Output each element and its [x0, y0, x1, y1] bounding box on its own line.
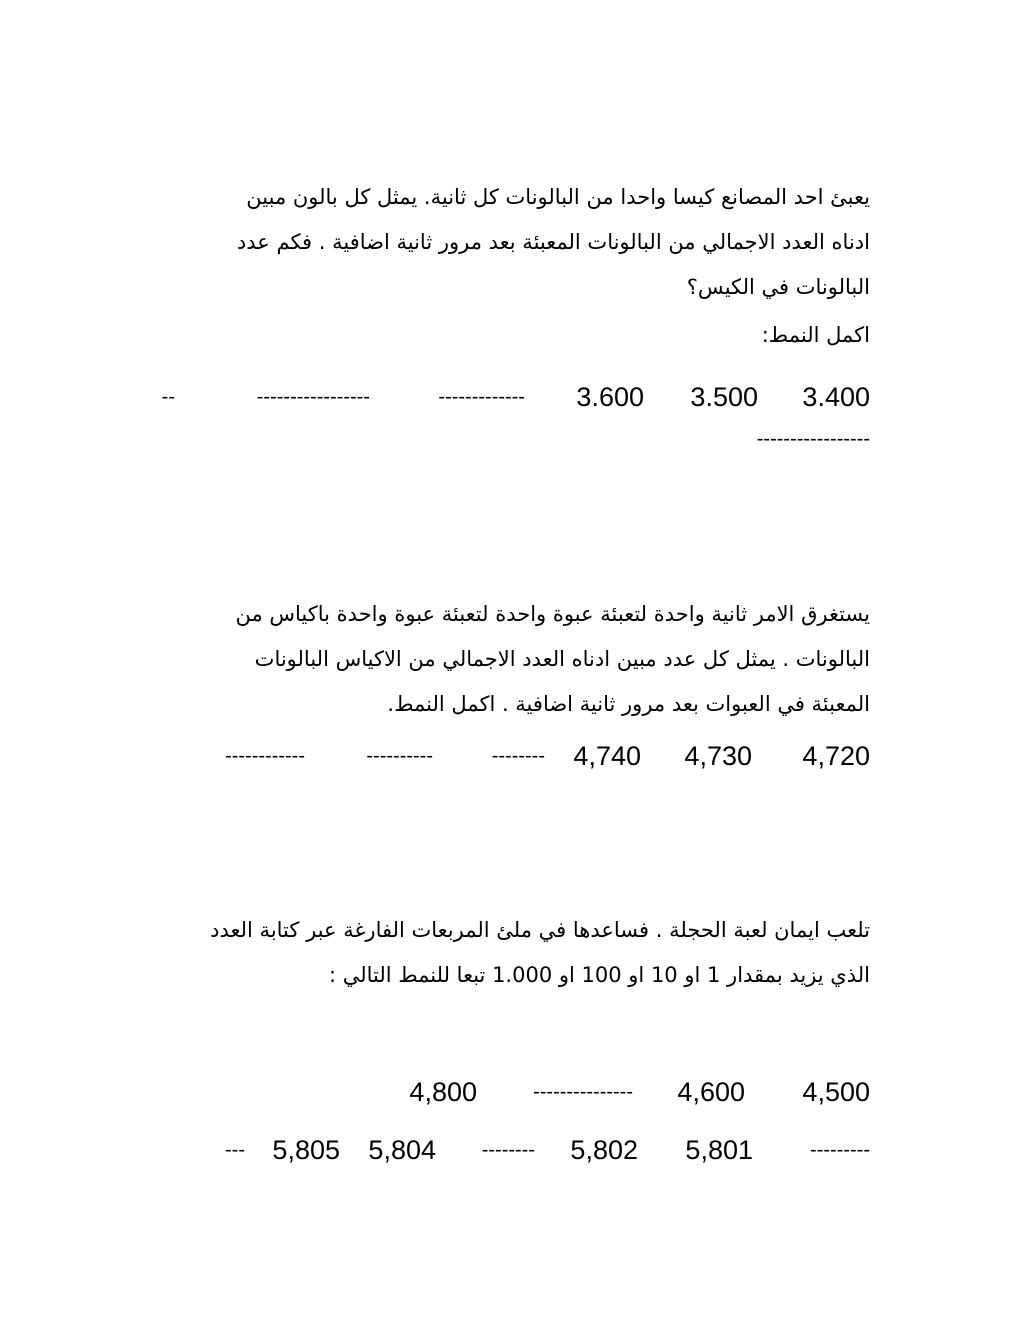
q3-row2-value-2: 5,802: [570, 1135, 638, 1165]
q1-line-3: البالونات في الكيس؟: [686, 275, 870, 299]
q3-row2-value-4: 5,805: [272, 1135, 340, 1165]
q1-seq-blank-4: -----------------: [756, 428, 870, 450]
q1-paragraph: [150, 175, 870, 310]
q2-seq-value-1: 4,720: [802, 741, 870, 771]
q2-paragraph: [150, 592, 870, 727]
q2-line-1: يستغرق الامر ثانية واحدة لتعبئة عبوة واحدة لتعبئة عبوة واحدة باكياس من: [235, 602, 870, 626]
q3-hopscotch-row-1: [150, 1072, 870, 1112]
q3-row2-value-3: 5,804: [368, 1135, 436, 1165]
q1-seq-blank-3: --: [161, 386, 175, 408]
q2-seq-blank-1: --------: [491, 745, 545, 767]
q1-line-1: يعبئ احد المصانع كيسا واحدا من البالونات كل ثانية. يمثل كل بالون مبين: [246, 185, 870, 209]
q2-seq-value-2: 4,730: [684, 741, 752, 771]
q1-seq-blank-1: -------------: [438, 386, 525, 408]
q1-seq-value-2: 3.500: [690, 382, 758, 412]
q2-sequence: [150, 736, 870, 776]
q3-paragraph: [150, 908, 870, 998]
q1-continuation-line: [670, 419, 870, 459]
q3-row2-blank-1: ---------: [810, 1139, 870, 1161]
q3-line-2: الذي يزيد بمقدار 1 او 10 او 100 او 1.000 تبعا للنمط التالي :: [328, 963, 870, 987]
q1-line-2: ادناه العدد الاجمالي من البالونات المعبئة بعد مرور ثانية اضافية . فكم عدد: [236, 230, 870, 254]
q1-seq-value-3: 3.600: [576, 382, 644, 412]
q3-row2-value-1: 5,801: [685, 1135, 753, 1165]
q2-line-3: المعبئة في العبوات بعد مرور ثانية اضافية . اكمل النمط.: [387, 692, 870, 716]
q1-seq-blank-2: -----------------: [256, 386, 370, 408]
q2-line-2: البالونات . يمثل كل عدد مبين ادناه العدد الاجمالي من الاكياس البالونات: [254, 647, 870, 671]
q1-instruction: اكمل النمط:: [761, 323, 870, 347]
q1-sequence: [150, 377, 870, 417]
q3-row2-blank-2: --------: [481, 1139, 535, 1161]
q2-seq-blank-3: ------------: [225, 745, 305, 767]
q2-seq-blank-2: ----------: [366, 745, 433, 767]
q3-row1-value-2: 4,600: [677, 1077, 745, 1107]
q2-seq-value-3: 4,740: [573, 741, 641, 771]
q3-row1-blank-1: ---------------: [533, 1081, 633, 1103]
q3-row2-blank-3: ---: [225, 1139, 245, 1161]
q3-line-1: تلعب ايمان لعبة الحجلة . فساعدها في ملئ المربعات الفارغة عبر كتابة العدد: [210, 918, 870, 942]
q1-seq-value-1: 3.400: [802, 382, 870, 412]
q3-hopscotch-row-2: [150, 1130, 870, 1170]
q3-row1-value-1: 4,500: [802, 1077, 870, 1107]
q3-row1-value-3: 4,800: [409, 1077, 477, 1107]
